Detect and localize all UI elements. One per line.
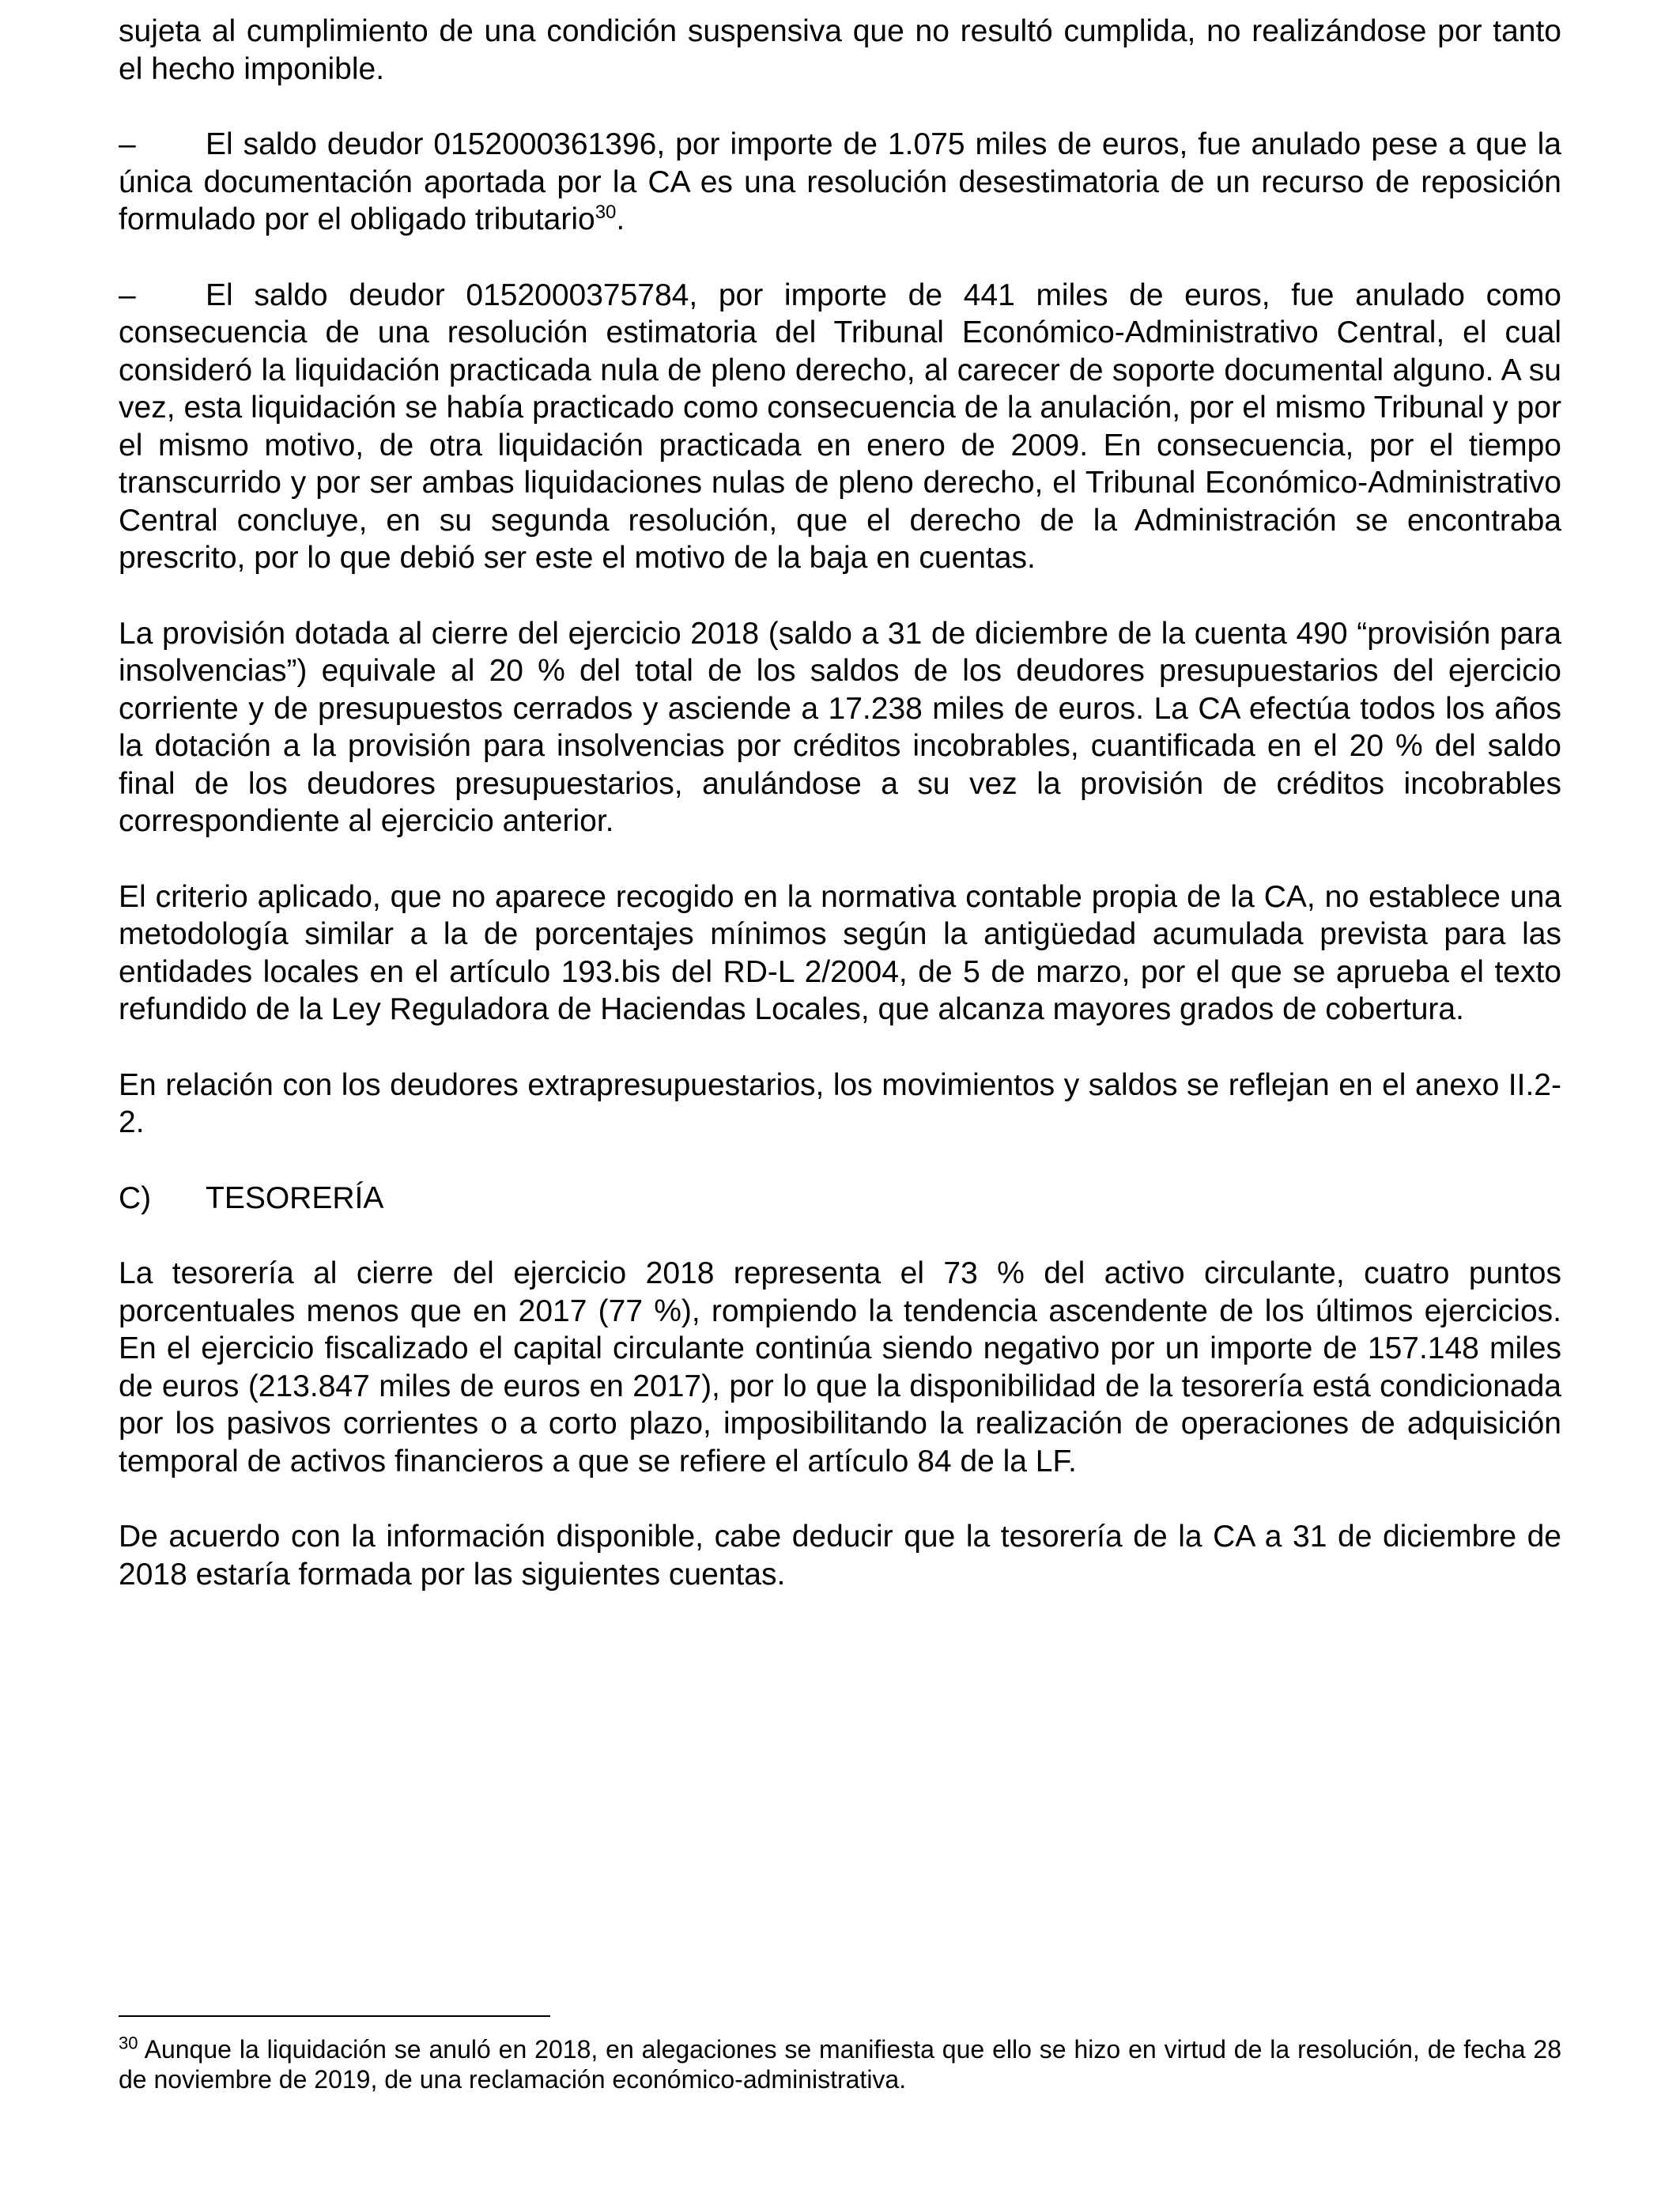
paragraph-condicion-suspensiva: sujeta al cumplimiento de una condición suspensiva que no resultó cumplida, no realizándose por tanto el hecho imponible.: [119, 14, 1561, 86]
paragraph-criterio: El criterio aplicado, que no aparece recogido en la normativa contable propia de la CA, no establece una metodología similar a la de porcentajes mínimos según la antigüedad acumulada prevista para las entidades locales en el artículo 193.bis del RD-L 2/2004, de 5 de marzo, por el que se aprueba el texto refundido de la Ley Reguladora de Haciendas Locales, que alcanza mayores grados de cobertura.: [119, 879, 1561, 1026]
document-body: [119, 13, 1561, 1631]
bullet-text: El saldo deudor 0152000375784, por importe de 441 miles de euros, fue anulado como consecuencia de una resolución estimatoria del Tribunal Económico-Administrativo Central, el cual consideró la liquidación practicada nula de pleno derecho, al carecer de soporte documental alguno. A su vez, esta liquidación se había practicado como consecuencia de la anulación, por el mismo Tribunal y por el mismo motivo, de otra liquidación practicada en enero de 2009. En consecuencia, por el tiempo transcurrido y por ser ambas liquidaciones nulas de pleno derecho, el Tribunal Económico-Administrativo Central concluye, en su segunda resolución, que el derecho de la Administración se encontraba prescrito, por lo que debió ser este el motivo de la baja en cuentas.: [119, 278, 1561, 575]
section-heading-tesoreria: [119, 1180, 1561, 1218]
dash-marker: –: [119, 127, 136, 161]
section-title: TESORERÍA: [206, 1180, 384, 1215]
footnote-separator: [119, 2015, 550, 2017]
paragraph-cuentas: De acuerdo con la información disponible, cabe deducir que la tesorería de la CA a 31 de diciembre de 2018 estaría formada por las siguientes cuentas.: [119, 1520, 1561, 1592]
bullet-saldo-0152000375784: [119, 277, 1561, 577]
section-letter: C): [119, 1180, 152, 1215]
paragraph-deudores-extrapresupuestarios: En relación con los deudores extrapresupuestarios, los movimientos y saldos se reflejan en el anexo II.2-2.: [119, 1067, 1561, 1139]
bullet-saldo-0152000361396: [119, 126, 1561, 239]
footnote-30: [119, 2034, 1561, 2094]
paragraph-provision: La provisión dotada al cierre del ejercicio 2018 (saldo a 31 de diciembre de la cuenta 490 “provisión para insolvencias”) equivale al 20 % del total de los saldos de los deudores presupuestarios del ejercicio corriente y de presupuestos cerrados y asciende a 17.238 miles de euros. La CA efectúa todos los años la dotación a la provisión para insolvencias por créditos incobrables, cuantificada en el 20 % del saldo final de los deudores presupuestarios, anulándose a su vez la provisión de créditos incobrables correspondiente al ejercicio anterior.: [119, 616, 1561, 838]
bullet-text: El saldo deudor 0152000361396, por importe de 1.075 miles de euros, fue anulado pese a que la única documentación aportada por la CA es una resolución desestimatoria de un recurso de reposición formulado por el obligado tributario: [119, 127, 1561, 236]
footnote-reference[interactable]: 30: [595, 202, 617, 223]
dash-marker: –: [119, 278, 136, 312]
footnote-number: 30: [119, 2033, 138, 2053]
paragraph-tesoreria: La tesorería al cierre del ejercicio 2018 representa el 73 % del activo circulante, cuatro puntos porcentuales menos que en 2017 (77 %), rompiendo la tendencia ascendente de los últimos ejercicios. En el ejercicio fiscalizado el capital circulante continúa siendo negativo por un importe de 157.148 miles de euros (213.847 miles de euros en 2017), por lo que la disponibilidad de la tesorería está condicionada por los pasivos corrientes o a corto plazo, imposibilitando la realización de operaciones de adquisición temporal de activos financieros a que se refiere el artículo 84 de la LF.: [119, 1256, 1561, 1478]
footnote-text: Aunque la liquidación se anuló en 2018, en alegaciones se manifiesta que ello se hizo en virtud de la resolución, de fecha 28 de noviembre de 2019, de una reclamación económico-administrativa.: [119, 2035, 1561, 2094]
bullet-end: .: [616, 202, 625, 236]
